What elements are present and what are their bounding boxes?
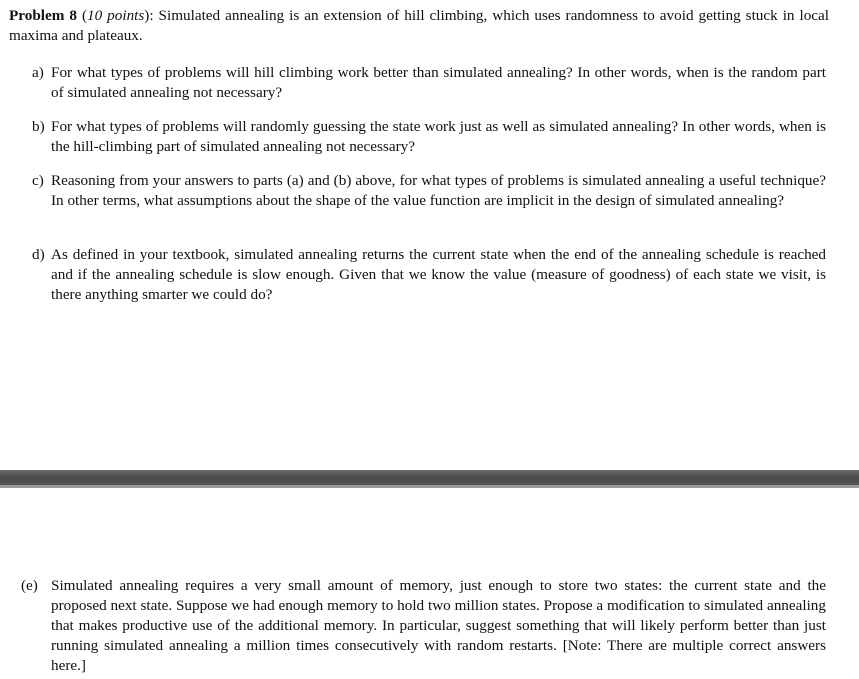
problem-title: Problem 8 xyxy=(9,7,77,24)
question-d xyxy=(32,245,826,305)
question-c xyxy=(32,171,826,211)
question-a-label: a) xyxy=(32,64,44,81)
question-e-label: (e) xyxy=(21,577,38,594)
question-c-label: c) xyxy=(32,172,44,189)
question-c-text: Reasoning from your answers to parts (a) and (b) above, for what types of problems is simulated annealing a useful technique? In other terms, what assumptions about the shape of the value function are implicit in the design of simulated annealing? xyxy=(51,172,826,209)
question-e xyxy=(21,576,826,676)
question-a xyxy=(32,63,826,103)
question-b-label: b) xyxy=(32,118,45,135)
points-open-paren: ( xyxy=(76,7,87,24)
question-b-text: For what types of problems will randomly guessing the state work just as well as simulated annealing? In other words, when is the hill-climbing part of simulated annealing not necessary? xyxy=(51,118,826,155)
question-e-text: Simulated annealing requires a very small amount of memory, just enough to store two states: the current state and the proposed next state. Suppose we had enough memory to hold two million states. Propose a modification to simulated annealing that makes productive use of the additional memory. In particular, suggest something that will likely perform better than just running simulated annealing a million times consecutively with random restarts. [Note: There are multiple correct answers here.] xyxy=(51,577,826,674)
page-bottom xyxy=(0,488,859,679)
page-divider xyxy=(0,470,859,488)
question-d-text: As defined in your textbook, simulated annealing returns the current state when the end of the annealing schedule is reached and if the annealing schedule is slow enough. Given that we know the value (measure of goodness) of each state we visit, is there anything smarter we could do? xyxy=(51,246,826,303)
problem-points: 10 points xyxy=(87,7,145,24)
question-a-text: For what types of problems will hill climbing work better than simulated annealing? In other words, when is the random part of simulated annealing not necessary? xyxy=(51,64,826,101)
question-b xyxy=(32,117,826,157)
problem-intro-text: Simulated annealing is an extension of hill climbing, which uses randomness to avoid getting stuck in local maxima and plateaux. xyxy=(9,7,829,44)
points-close-paren: ): xyxy=(144,7,154,24)
problem-intro xyxy=(9,6,829,46)
question-d-label: d) xyxy=(32,246,45,263)
